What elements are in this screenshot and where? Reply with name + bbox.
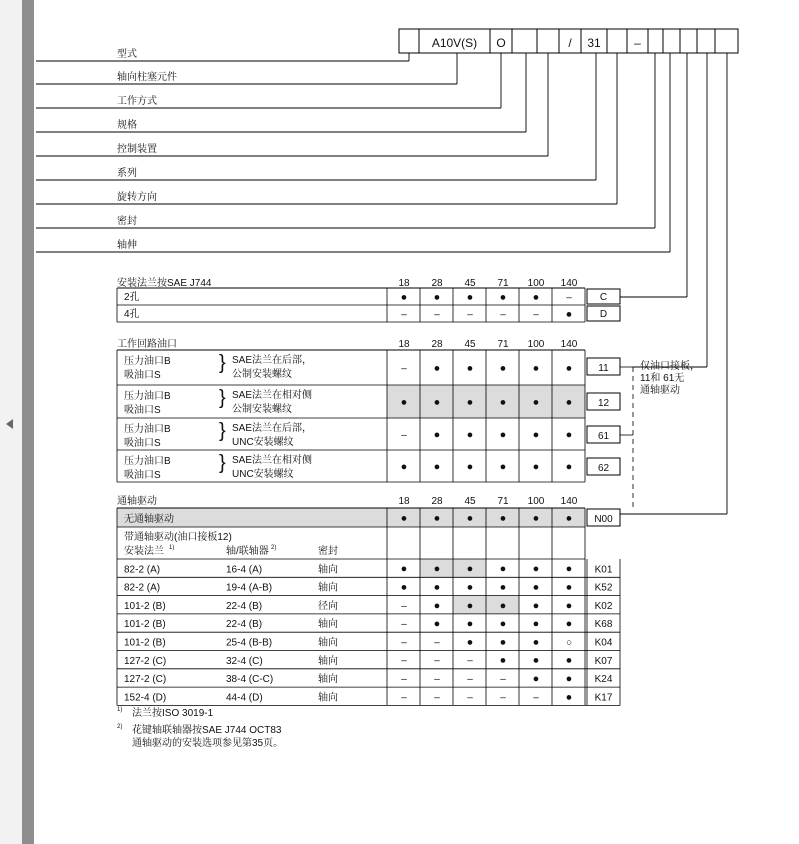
- availability-mark: ●: [433, 461, 441, 473]
- availability-mark: ●: [466, 291, 474, 304]
- footnote-marker: 2): [271, 545, 277, 551]
- type-code-box: [663, 29, 680, 53]
- availability-mark: –: [434, 692, 440, 704]
- mounting-flange-title: 安装法兰按SAE J744: [117, 278, 212, 289]
- availability-mark: ●: [433, 563, 441, 576]
- availability-mark: ●: [433, 581, 441, 594]
- mounting-flange-row-label: 4孔: [124, 309, 140, 320]
- brace-icon: }: [219, 420, 226, 442]
- ordering-code-text: 11: [598, 363, 609, 374]
- port-description-2: UNC安装螺纹: [232, 469, 294, 480]
- brace-icon: }: [219, 452, 226, 474]
- availability-mark: ●: [499, 396, 507, 409]
- type-code-box: [648, 29, 663, 53]
- ordering-code-text: K07: [594, 655, 613, 667]
- type-code-box-text: 31: [587, 36, 601, 50]
- size-column-header: 71: [497, 496, 509, 507]
- type-code-box: [680, 29, 697, 53]
- port-line-2: 吸油口S: [124, 405, 161, 416]
- size-column-header: 45: [464, 339, 476, 350]
- availability-mark: ●: [499, 654, 507, 667]
- column-header-shaft: 轴/联轴器: [226, 546, 269, 557]
- type-code-box: [399, 29, 419, 53]
- through-drive-seal: 径向: [318, 600, 338, 612]
- size-column-header: 18: [398, 496, 410, 507]
- through-drive-flange: 82-2 (A): [124, 582, 161, 594]
- availability-mark: –: [467, 309, 473, 321]
- availability-mark: ●: [433, 599, 441, 612]
- availability-mark: ●: [400, 581, 408, 594]
- size-column-header: 71: [497, 339, 509, 350]
- designation-label: 控制装置: [117, 144, 157, 155]
- availability-mark: ●: [433, 512, 441, 525]
- through-drive-shaft: 22-4 (B): [226, 619, 263, 631]
- port-line-1: 压力油口B: [124, 391, 171, 402]
- ordering-code-text: K52: [594, 582, 613, 594]
- availability-mark: ●: [400, 512, 408, 525]
- designation-label: 轴向柱塞元件: [117, 72, 177, 83]
- through-drive-title: 通轴驱动: [117, 496, 157, 507]
- availability-mark: ●: [466, 618, 474, 631]
- type-code-box-text: /: [568, 36, 572, 50]
- shaded-cell-band: [117, 508, 585, 527]
- type-code-box: [537, 29, 559, 53]
- through-drive-seal: 轴向: [318, 619, 338, 631]
- designation-label: 系列: [117, 168, 137, 179]
- through-drive-flange: 152-4 (D): [124, 692, 167, 704]
- availability-mark: ●: [499, 563, 507, 576]
- availability-mark: ●: [532, 396, 540, 409]
- size-column-header: 28: [431, 339, 443, 350]
- availability-mark: ●: [433, 618, 441, 631]
- availability-mark: –: [401, 692, 407, 704]
- working-ports-note: 通轴驱动: [640, 385, 680, 396]
- ordering-code-text: K68: [594, 619, 613, 631]
- availability-mark: ●: [565, 691, 573, 704]
- availability-mark: ●: [532, 512, 540, 525]
- ordering-code-text: K02: [594, 600, 613, 612]
- availability-mark: ●: [532, 429, 540, 441]
- column-header-flange: 安装法兰: [124, 546, 164, 557]
- through-drive-shaft: 32-4 (C): [226, 655, 263, 667]
- availability-mark: –: [401, 363, 407, 375]
- size-column-header: 71: [497, 278, 509, 289]
- availability-mark: ●: [565, 461, 573, 473]
- designation-label: 密封: [117, 216, 137, 227]
- through-drive-shaft: 19-4 (A-B): [226, 582, 273, 594]
- availability-mark: –: [500, 309, 506, 321]
- availability-mark: ●: [466, 429, 474, 441]
- port-description-1: SAE法兰在后部，: [232, 423, 313, 434]
- port-line-2: 吸油口S: [124, 470, 161, 481]
- ordering-code-text: 62: [597, 463, 610, 474]
- availability-mark: ●: [400, 396, 408, 409]
- availability-mark: –: [533, 692, 539, 704]
- availability-mark: –: [434, 637, 440, 649]
- availability-mark: ●: [532, 362, 540, 375]
- ordering-code-text: 12: [597, 398, 610, 409]
- ordering-code-text: K24: [594, 674, 613, 686]
- availability-mark: –: [401, 637, 407, 649]
- working-ports-note: 11和 61无: [640, 373, 685, 384]
- availability-mark: ●: [499, 291, 507, 304]
- availability-mark: ●: [532, 291, 540, 304]
- with-through-drive-label: 带通轴驱动(油口接板12): [124, 532, 232, 543]
- size-column-header: 28: [431, 278, 443, 289]
- availability-mark: ●: [499, 618, 507, 631]
- availability-mark: –: [401, 430, 407, 441]
- availability-mark: ●: [433, 291, 441, 304]
- ordering-code-text: D: [599, 309, 608, 320]
- availability-mark: ●: [433, 429, 441, 441]
- availability-mark: ●: [565, 672, 573, 685]
- size-column-header: 28: [431, 496, 443, 507]
- footnote-text: 通轴驱动的安装选项参见第35页。: [132, 738, 284, 749]
- port-description-1: SAE法兰在相对侧: [232, 390, 313, 401]
- through-drive-shaft: 38-4 (C-C): [226, 674, 274, 686]
- size-column-header: 45: [464, 278, 476, 289]
- through-drive-flange: 101-2 (B): [124, 600, 166, 612]
- ordering-code-text: 61: [597, 431, 610, 442]
- type-code-box-text: A10V(S): [431, 36, 478, 50]
- availability-mark: ●: [466, 461, 474, 473]
- through-drive-shaft: 16-4 (A): [226, 564, 263, 576]
- ordering-code-text: K04: [594, 637, 613, 649]
- type-code-box: [607, 29, 627, 53]
- availability-mark: ●: [499, 636, 507, 649]
- footnote-text: 法兰按ISO 3019-1: [132, 708, 214, 719]
- type-code-box: [697, 29, 715, 53]
- column-header-seal: 密封: [318, 546, 338, 557]
- availability-mark: ●: [466, 599, 474, 612]
- port-description-2: 公制安装螺纹: [232, 369, 292, 380]
- availability-mark: ●: [565, 618, 573, 631]
- availability-mark: ●: [466, 581, 474, 594]
- availability-mark: –: [401, 309, 407, 321]
- availability-mark: ●: [499, 429, 507, 441]
- availability-mark: ●: [532, 618, 540, 631]
- mounting-flange-row-label: 2孔: [124, 292, 140, 303]
- size-column-header: 18: [398, 278, 410, 289]
- working-ports-note: 仅油口接板，: [640, 361, 700, 372]
- availability-mark: –: [500, 673, 506, 685]
- size-column-header: 140: [560, 278, 578, 289]
- availability-mark: ●: [532, 581, 540, 594]
- footnote-marker: 1): [117, 707, 123, 713]
- availability-mark: ●: [499, 362, 507, 375]
- size-column-header: 18: [398, 339, 410, 350]
- availability-mark: ●: [466, 396, 474, 409]
- availability-mark: –: [500, 692, 506, 704]
- availability-mark: ●: [400, 563, 408, 576]
- availability-mark: ●: [565, 308, 573, 321]
- availability-mark: ●: [466, 636, 474, 649]
- designation-label: 轴伸: [117, 240, 137, 251]
- availability-mark: ●: [499, 461, 507, 473]
- availability-mark: –: [434, 309, 440, 321]
- availability-mark: ●: [565, 599, 573, 612]
- availability-mark: ●: [532, 599, 540, 612]
- availability-mark: –: [401, 655, 407, 667]
- availability-mark: ●: [466, 563, 474, 576]
- through-drive-flange: 127-2 (C): [124, 674, 167, 686]
- availability-mark: ●: [532, 461, 540, 473]
- availability-mark: ●: [499, 581, 507, 594]
- port-line-1: 压力油口B: [124, 424, 171, 435]
- availability-mark: –: [401, 619, 407, 631]
- size-column-header: 100: [527, 339, 545, 350]
- designation-label: 型式: [117, 49, 137, 60]
- through-drive-shaft: 25-4 (B-B): [226, 637, 273, 649]
- availability-mark: –: [434, 673, 440, 685]
- availability-mark: ●: [565, 581, 573, 594]
- working-ports-title: 工作回路油口: [117, 339, 177, 350]
- type-code-box-text: –: [634, 36, 641, 50]
- type-code-box-text: O: [496, 36, 506, 50]
- ordering-code-text: K01: [594, 564, 613, 576]
- port-description-1: SAE法兰在后部，: [232, 355, 313, 366]
- availability-mark: ●: [499, 512, 507, 525]
- through-drive-seal: 轴向: [318, 582, 338, 594]
- ordering-code-text: N00: [594, 514, 613, 525]
- size-column-header: 140: [560, 496, 578, 507]
- through-drive-shaft: 44-4 (D): [226, 692, 263, 704]
- availability-mark: ○: [565, 637, 573, 649]
- port-line-2: 吸油口S: [124, 438, 161, 449]
- through-drive-flange: 101-2 (B): [124, 637, 166, 649]
- availability-mark: ●: [400, 461, 408, 473]
- ordering-code-text: C: [599, 292, 608, 303]
- availability-mark: ●: [565, 512, 573, 525]
- availability-mark: –: [467, 655, 473, 667]
- port-description-2: 公制安装螺纹: [232, 404, 292, 415]
- through-drive-seal: 轴向: [318, 674, 338, 686]
- availability-mark: –: [566, 292, 572, 304]
- port-description-2: UNC安装螺纹: [232, 437, 294, 448]
- availability-mark: ●: [400, 291, 408, 304]
- type-code-box: [512, 29, 537, 53]
- size-column-header: 140: [560, 339, 578, 350]
- port-line-1: 压力油口B: [124, 356, 171, 367]
- through-drive-seal: 轴向: [318, 692, 338, 704]
- availability-mark: ●: [433, 362, 441, 375]
- size-column-header: 100: [527, 278, 545, 289]
- availability-mark: –: [467, 673, 473, 685]
- port-line-1: 压力油口B: [124, 456, 171, 467]
- type-code-box: [715, 29, 738, 53]
- availability-mark: ●: [565, 563, 573, 576]
- designation-label: 工作方式: [117, 96, 157, 107]
- through-drive-shaft: 22-4 (B): [226, 600, 263, 612]
- through-drive-seal: 轴向: [318, 655, 338, 667]
- through-drive-seal: 轴向: [318, 564, 338, 576]
- availability-mark: ●: [532, 563, 540, 576]
- designation-label: 旋转方向: [117, 192, 157, 203]
- availability-mark: –: [467, 692, 473, 704]
- through-drive-seal: 轴向: [318, 637, 338, 649]
- availability-mark: ●: [433, 396, 441, 409]
- availability-mark: ●: [565, 396, 573, 409]
- footnote-marker: 2): [117, 724, 123, 730]
- through-drive-flange: 82-2 (A): [124, 564, 161, 576]
- availability-mark: ●: [466, 362, 474, 375]
- availability-mark: ●: [466, 512, 474, 525]
- ordering-code-text: K17: [594, 692, 613, 704]
- availability-mark: –: [401, 600, 407, 612]
- no-through-drive-label: 无通轴驱动: [124, 514, 174, 525]
- availability-mark: –: [401, 673, 407, 685]
- availability-mark: ●: [499, 599, 507, 612]
- availability-mark: ●: [532, 636, 540, 649]
- designation-label: 规格: [117, 120, 137, 131]
- availability-mark: –: [434, 655, 440, 667]
- through-drive-flange: 127-2 (C): [124, 655, 167, 667]
- availability-mark: ●: [565, 654, 573, 667]
- size-column-header: 100: [527, 496, 545, 507]
- size-column-header: 45: [464, 496, 476, 507]
- availability-mark: ●: [565, 362, 573, 375]
- footnote-marker: 1): [169, 545, 175, 551]
- availability-mark: ●: [532, 672, 540, 685]
- port-description-1: SAE法兰在相对侧: [232, 455, 313, 466]
- port-line-2: 吸油口S: [124, 370, 161, 381]
- brace-icon: }: [219, 387, 226, 409]
- availability-mark: –: [533, 309, 539, 321]
- brace-icon: }: [219, 352, 226, 374]
- availability-mark: ●: [565, 429, 573, 441]
- availability-mark: ●: [532, 654, 540, 667]
- footnote-text: 花键轴联轴器按SAE J744 OCT83: [132, 725, 282, 736]
- through-drive-flange: 101-2 (B): [124, 619, 166, 631]
